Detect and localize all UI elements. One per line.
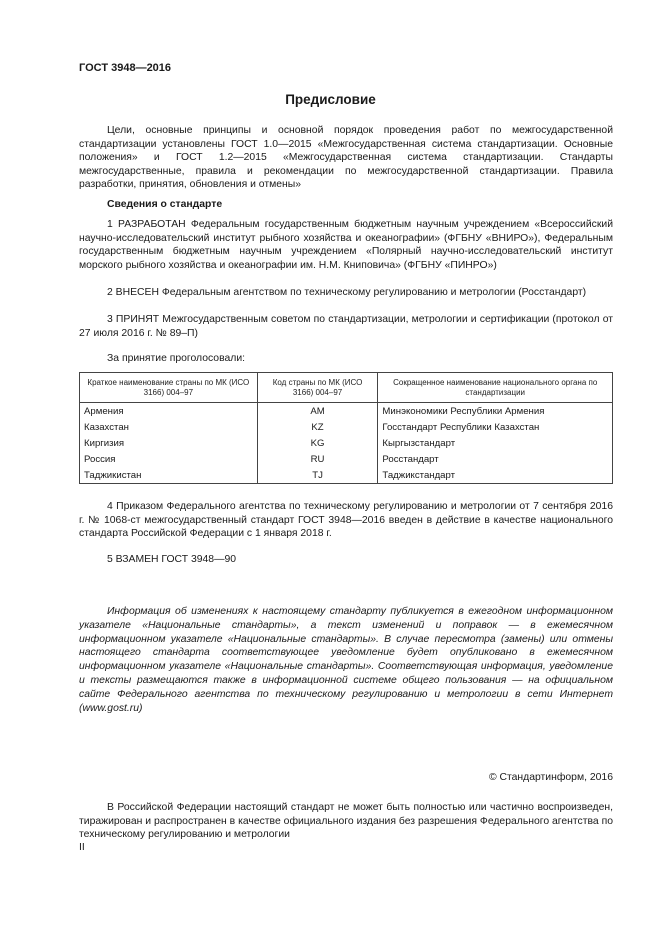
body-cell: Госстандарт Республики Казахстан [378, 419, 613, 435]
vote-label: За принятие проголосовали: [107, 353, 246, 364]
table-header-country: Краткое наименование страны по МК (ИСО 3166) 004–97 [80, 373, 258, 403]
info-text: Информация об изменениях к настоящему стандарту публикуется в ежегодном информационном указателе «Национальные стандарты», а текст изменений и поправок — в ежемесячном информационном указателе «Национальные стандарты». В случае пересмотра (замены) или отмены настоящего стандарта соответствующее уведомление будет опубликовано в ежемесячном информационном указателе «Национальные стандарты». Соответствующая информация, уведомление и тексты размещаются также в информационной системе общего пользования — на официальном сайте Федерального агентства по техническому регулированию и метрологии в сети Интернет (www.gost.ru) [79, 606, 613, 714]
code-cell: AM [257, 403, 378, 420]
code-cell: RU [257, 451, 378, 467]
table-row [80, 467, 613, 484]
table-header-code: Код страны по МК (ИСО 3166) 004–97 [257, 373, 378, 403]
page-number: II [79, 842, 85, 853]
item-2 [79, 286, 613, 300]
notice-paragraph [79, 801, 613, 842]
table-header-body: Сокращенное наименование национального органа по стандартизации [378, 373, 613, 403]
country-cell: Киргизия [80, 435, 258, 451]
table-row [80, 403, 613, 420]
table-row [80, 419, 613, 435]
item-4-text: 4 Приказом Федерального агентства по техническому регулированию и метрологии от 7 сентября 2016 г. № 1068-ст межгосударственный стандарт ГОСТ 3948—2016 введен в действие в качестве национального стандарта Российской Федерации с 1 января 2018 г. [79, 501, 613, 540]
table-row [80, 435, 613, 451]
item-4 [79, 500, 613, 541]
item-3 [79, 313, 613, 340]
country-cell: Казахстан [80, 419, 258, 435]
table-row [80, 451, 613, 467]
page-title: Предисловие [285, 92, 376, 107]
section-subheading: Сведения о стандарте [107, 199, 223, 210]
code-cell: TJ [257, 467, 378, 484]
body-cell: Росстандарт [378, 451, 613, 467]
country-cell: Таджикистан [80, 467, 258, 484]
item-1-text: 1 РАЗРАБОТАН Федеральным государственным бюджетным научным учреждением «Всероссийский научно-исследовательский институт рыбного хозяйства и океанографии» (ФГБНУ «ВНИРО»), Федеральным государственным бюджетным научным учреждением «Полярный научно-исследовательский институт морского рыбного хозяйства и океанографии им. Н.М. Книповича» (ФГБНУ «ПИНРО») [79, 219, 613, 271]
code-cell: KZ [257, 419, 378, 435]
document-header: ГОСТ 3948—2016 [79, 62, 172, 74]
country-cell: Россия [80, 451, 258, 467]
item-2-text: 2 ВНЕСЕН Федеральным агентством по техническому регулированию и метрологии (Росстандарт) [107, 287, 587, 298]
notice-text: В Российской Федерации настоящий стандарт не может быть полностью или частично воспроизведен, тиражирован и распространен в качестве официального издания без разрешения Федерального агентства по техническому регулированию и метрологии [79, 802, 613, 841]
body-cell: Кыргызстандарт [378, 435, 613, 451]
body-cell: Таджикстандарт [378, 467, 613, 484]
country-cell: Армения [80, 403, 258, 420]
voting-table [79, 372, 613, 484]
item-3-text: 3 ПРИНЯТ Межгосударственным советом по стандартизации, метрологии и сертификации (протокол от 27 июля 2016 г. № 89–П) [79, 314, 613, 339]
intro-paragraph [79, 124, 613, 192]
body-cell: Минэкономики Республики Армения [378, 403, 613, 420]
info-paragraph [79, 605, 613, 715]
copyright: © Стандартинформ, 2016 [488, 772, 613, 783]
code-cell: KG [257, 435, 378, 451]
item-1 [79, 218, 613, 272]
intro-text: Цели, основные принципы и основной порядок проведения работ по межгосударственной стандартизации установлены ГОСТ 1.0—2015 «Межгосударственная система стандартизации. Основные положения» и ГОСТ 1.2—2015 «Межгосударственная система стандартизации. Стандарты межгосударственные, правила и рекомендации по межгосударственной стандартизации. Правила разработки, принятия, обновления и отмены» [79, 125, 613, 191]
item-5: 5 ВЗАМЕН ГОСТ 3948—90 [107, 554, 237, 565]
